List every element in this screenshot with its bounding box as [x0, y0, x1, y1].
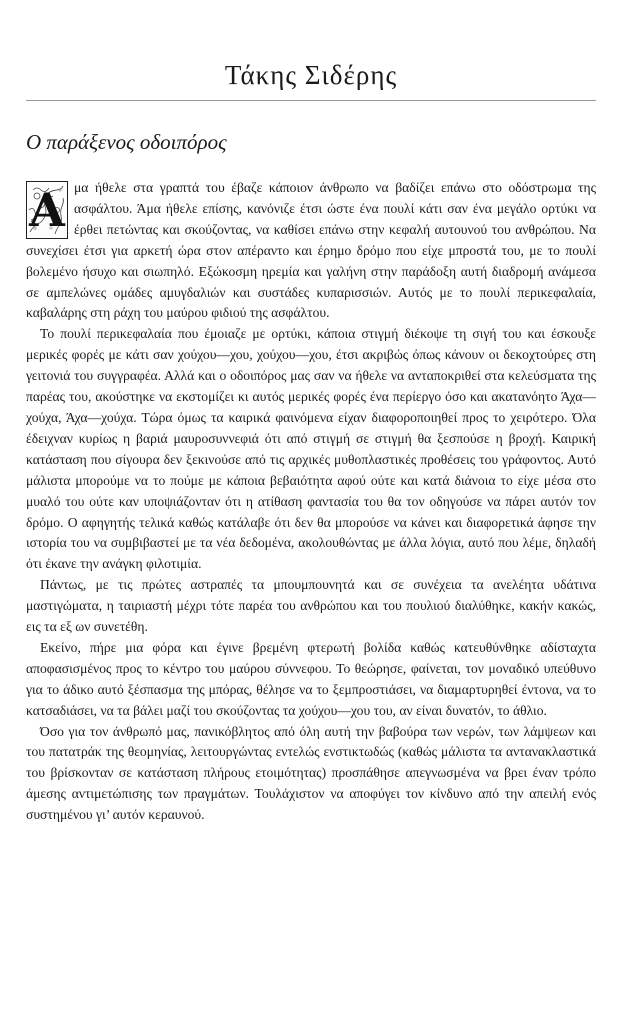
paragraph-4: Εκείνο, πήρε μια φόρα και έγινε βρεμένη φτερωτή βολίδα καθώς κατευθύνθηκε αδίσταχτα αποφασισμένος προς το κέντρο του μαύρου σύννεφου. Το θεώρησε, φαίνεται, τον μοναδικό υπεύθυνο για το άδικο αυτό ξέσπασμα της μπόρας, θέλησε να το ξεμπροστιάσει, να διαμαρτυρηθεί έντονα, να το κατσαδιάσει, να τα βάλει μαζί του σκούζοντας τα χούχου—χου του, αν είναι δυνατόν, το άθλιο. [26, 639, 596, 718]
paragraph-1-text: μα ήθελε στα γραπτά του έβαζε κάποιον άνθρωπο να βαδίζει επάνω στο οδόστρωμα της ασφάλτου. Άμα ήθελε επίσης, κανόνιζε έτσι ώστε ένα πουλί κάτι σαν ένα μεγάλο ορτύκι να έρθει πετώντας και σκούζοντας, να καθίσει επάνω στην κεφαλή αυτουνού του ανθρώπου. Να συνεχίσει έτσι για αρκετή ώρα στον απέραντο και έρημο δρόμο που είχε μπροστά του, με το πουλί βολεμένο ήσυχο και σιωπηλό. Εξώκοσμη ηρεμία και γαλήνη στην παράδοξη αυτή διαδρομή ανάμεσα σε αμπελώνες ομάδες αμυγδαλιών και συστάδες κυπαρισσιών. Αυτός με το πουλί περικεφαλαία, καβαλάρης στη ράχη του μαύρου φιδιού της ασφάλτου. [26, 180, 596, 321]
author-heading: Τάκης Σιδέρης [224, 60, 398, 90]
dropcap-letter: Α [29, 183, 65, 237]
paragraph-5: Όσο για τον άνθρωπό μας, πανικόβλητος από όλη αυτή την βαβούρα των νερών, των λάμψεων και του πατατράκ της θεομηνίας, λειτουργώντας εντελώς ενστικτωδώς (καθώς μάλιστα τα αντανακλαστικά του βρίσκονταν σε κατάσταση πλήρους ετοιμότητας) προσπάθησε απεγνωσμένα να βρει έναν τρόπο άμεσης αντιμετώπισης των πραγμάτων. Τουλάχιστον να αποφύγει τον κίνδυνο από την απειλή ενός συστημένου γι’ αυτόν κεραυνού. [26, 723, 596, 823]
paragraph-2: Το πουλί περικεφαλαία που έμοιαζε με ορτύκι, κάποια στιγμή διέκοψε τη σιγή του και έσκουξε μερικές φορές με κάτι σαν χούχου—χου, χούχου—χου, έτσι ακριβώς όπως κάνουν οι δεκοχτούρες στη γειτονιά του συγγραφέα. Αλλά και ο οδοιπόρος μας σαν να ήθελε να ανταποκριθεί στα κελεύσματα της παρέας του, ακούστηκε να εκστομίζει κι αυτός μερικές φορές ένα περίεργο όσο και ακατανόητο Άχα—χούχα, Άχα—χούχα. Τώρα όμως τα καιρικά φαινόμενα είχαν διαφοροποιηθεί προς το χειρότερο. Όλα έδειχναν κυρίως η βαριά μαυροσυννεφιά ότι από στιγμή σε στιγμή θα ξεσπούσε η βροχή. Καιρική κατάσταση που σίγουρα δεν ξεκινούσε από τις αρχικές μυθοπλαστικές προθέσεις του γράφοντος. Αυτό μάλιστα μπορούμε να το πούμε με κάποια βεβαιότητα αφού ούτε και κατά διάνοια το είχε μέσα στο μυαλό του ούτε καν υποψιάζονταν ότι η ατίθαση φαντασία του θα τον οδηγούσε να πάρει αυτόν τον δρόμο. Ο αφηγητής τελικά καθώς κατάλαβε ότι δεν θα μπορούσε να κάνει και διαφορετικά άφησε την ιστορία του να συμβιβαστεί με τα νέα δεδομένα, ακολουθώντας με άλλα λόγια, αυτό που λέμε, δηλαδή ότι έκανε την ανάγκη φιλοτιμία. [26, 326, 596, 572]
book-page [26, 0, 596, 1024]
story-title: Ο παράξενος οδοιπόρος [26, 130, 227, 154]
paragraph-1 [26, 178, 596, 324]
story-body [26, 178, 596, 826]
paragraph-3: Πάντως, με τις πρώτες αστραπές τα μπουμπουνητά και σε συνέχεια τα ανελέητα υδάτινα μαστιγώματα, η ταιριαστή μέχρι τότε παρέα του ανθρώπου και του πουλιού διαλύθηκε, κακήν κακώς, εις τα εξ ων συνετέθη. [26, 577, 596, 635]
ornamental-dropcap [26, 181, 68, 239]
header-divider [26, 100, 596, 101]
